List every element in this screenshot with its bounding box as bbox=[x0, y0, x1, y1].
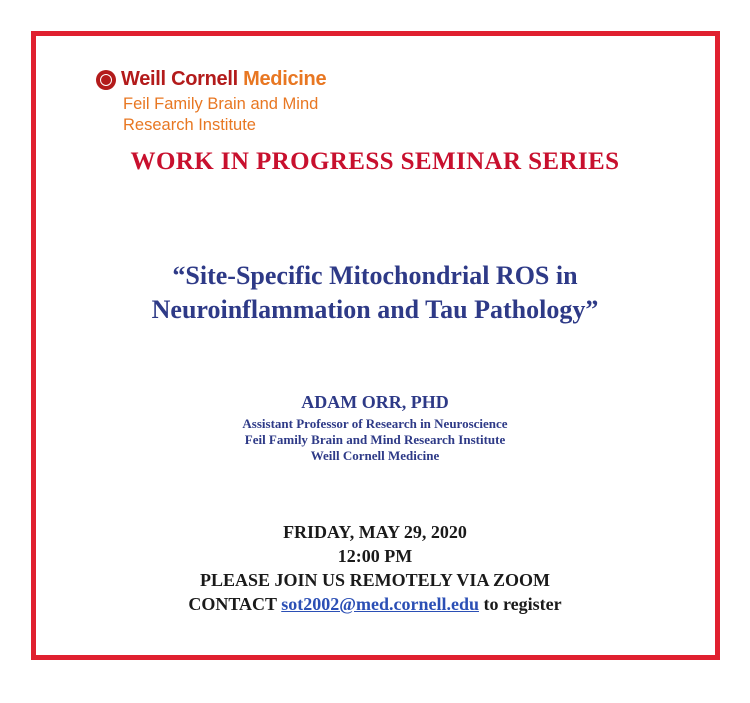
contact-prefix: CONTACT bbox=[188, 594, 282, 614]
contact-email-link[interactable]: sot2002@med.cornell.edu bbox=[281, 594, 479, 614]
speaker-position: Assistant Professor of Research in Neuroscience bbox=[242, 416, 508, 431]
seminar-series-heading: WORK IN PROGRESS SEMINAR SERIES bbox=[130, 148, 620, 175]
logo-medicine: Medicine bbox=[243, 68, 327, 90]
event-date: FRIDAY, MAY 29, 2020 bbox=[283, 522, 467, 542]
logo-weill-cornell: Weill Cornell bbox=[121, 68, 244, 90]
speaker-institute: Feil Family Brain and Mind Research Institute bbox=[244, 432, 506, 447]
contact-line bbox=[0, 594, 750, 615]
contact-suffix: to register bbox=[478, 594, 562, 614]
speaker-name: ADAM ORR, PHD bbox=[301, 392, 449, 412]
logo-institute-line1: Feil Family Brain and Mind bbox=[123, 95, 319, 113]
talk-title-line2: Neuroinflammation and Tau Pathology” bbox=[151, 295, 599, 324]
logo-institute-line2: Research Institute bbox=[123, 116, 256, 134]
talk-title-line1: “Site-Specific Mitochondrial ROS in bbox=[172, 261, 578, 290]
speaker-organization: Weill Cornell Medicine bbox=[310, 448, 440, 463]
cornell-seal-icon bbox=[96, 70, 116, 90]
event-time: 12:00 PM bbox=[337, 546, 413, 566]
logo-wordmark bbox=[121, 68, 326, 91]
event-location: PLEASE JOIN US REMOTELY VIA ZOOM bbox=[200, 570, 550, 590]
